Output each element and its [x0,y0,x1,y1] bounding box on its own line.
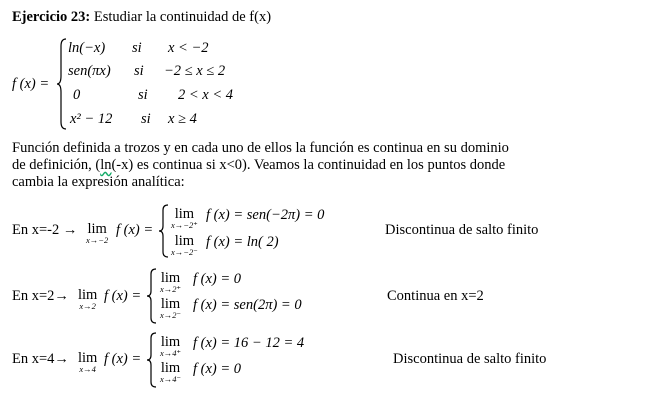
piecewise-brace [56,38,68,130]
case-2-fx: f (x) = [104,288,142,304]
case-3-lower-expr: f (x) = 0 [193,361,242,377]
function-lhs: f (x) = [12,76,50,92]
case-2-upper-lim: lim x→2⁺ [160,270,182,294]
case-1-lower-expr: f (x) = ln( 2) [206,234,279,250]
case-2-lower-expr: f (x) = sen(2π) = 0 [193,297,302,313]
piece-4-cond: x ≥ 4 [168,111,197,127]
explanation-paragraph [12,140,592,191]
case-1-verdict: Discontinua de salto finito [385,222,539,238]
case-3-lower-lim: lim x→4⁻ [160,360,182,384]
piece-2-cond: −2 ≤ x ≤ 2 [164,63,226,79]
case-1-lower-lim: lim x→−2⁻ [171,233,198,257]
piece-4-si: si [141,111,151,127]
exercise-title [12,9,271,26]
case-2-lim: lim x→2 [78,287,98,311]
case-3-prefix: En x=4→ [12,351,69,367]
piece-3-expr: 0 [73,87,81,103]
case-3-fx: f (x) = [104,351,142,367]
piece-1-si: si [132,40,142,56]
case-1-lim: lim x→−2 [86,221,109,245]
piece-3-cond: 2 < x < 4 [178,87,234,103]
case-1-brace [158,204,170,258]
case-3-upper-expr: f (x) = 16 − 12 = 4 [193,335,305,351]
case-1-upper-lim: lim x→−2⁺ [171,206,198,230]
exercise-statement: Estudiar la continuidad de f(x) [93,9,272,25]
case-2-prefix: En x=2→ [12,288,69,304]
piece-2-si: si [134,63,144,79]
paragraph-line-3: cambia la expresión analítica: [12,174,185,190]
case-3-brace [146,332,158,388]
piece-3-si: si [138,87,148,103]
case-1-upper-expr: f (x) = sen(−2π) = 0 [206,207,325,223]
piece-2-expr: sen(πx) [68,63,111,79]
exercise-number: Ejercicio 23: [12,9,91,25]
case-2-lower-lim: lim x→2⁻ [160,296,182,320]
case-1-fx: f (x) = [116,222,154,238]
ln-spellcheck: ln [100,157,112,173]
case-3-lim: lim x→4 [78,350,98,374]
case-2-upper-expr: f (x) = 0 [193,271,242,287]
paragraph-line-1: Función definida a trozos y en cada uno de ellos la función es continua en su dominio [12,140,509,156]
piece-1-expr: ln(−x) [68,40,106,56]
case-3-upper-lim: lim x→4⁺ [160,334,182,358]
case-2-brace [146,268,158,324]
case-1-prefix: En x=-2 → [12,222,78,238]
paragraph-line-2: de definición, (ln(-x) es continua si x<0). Veamos la continuidad en los puntos donde [12,157,506,173]
case-3-verdict: Discontinua de salto finito [393,351,547,367]
piece-4-expr: x² − 12 [70,111,113,127]
piece-1-cond: x < −2 [168,40,209,56]
case-2-verdict: Continua en x=2 [387,288,484,304]
